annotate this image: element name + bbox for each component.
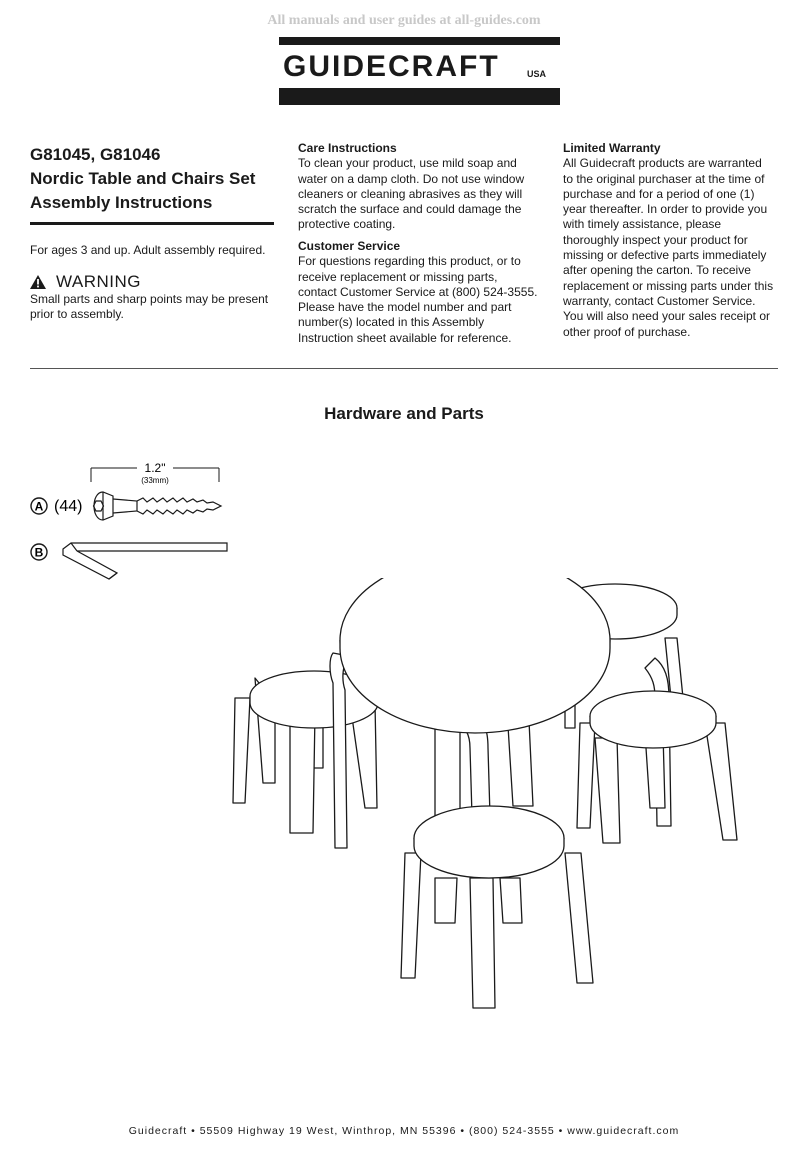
care-text: To clean your product, use mild soap and water on a damp cloth. Do not use window cleaners or cleaning abrasives as they will scratch the surface and could damage the protective coating.	[298, 156, 525, 232]
allen-key-drawing	[63, 543, 227, 579]
hardware-title: Hardware and Parts	[324, 404, 484, 423]
part-a-length-mm: (33mm)	[141, 476, 169, 485]
logo-bar-bottom	[279, 88, 560, 105]
screw-drawing	[94, 492, 222, 520]
brand-logo-suffix: USA	[527, 69, 547, 79]
brand-logo: GUIDECRAFT	[283, 50, 500, 83]
footer-contact: Guidecraft • 55509 Highway 19 West, Winthrop, MN 55396 • (800) 524-3555 • www.guidecraft.com	[128, 1125, 680, 1137]
document-type: Assembly Instructions	[30, 193, 213, 212]
service-text: For questions regarding this product, or to receive replacement or missing parts, contact Customer Service at (800) 524-3555. Please have the model number and part number(s) located in this Assembly Instruction sheet available for reference.	[298, 254, 538, 345]
warning-icon	[30, 275, 46, 289]
model-numbers: G81045, G81046	[30, 145, 161, 164]
ages-note: For ages 3 and up. Adult assembly required.	[30, 243, 266, 257]
part-b-label: B	[34, 545, 44, 560]
product-name: Nordic Table and Chairs Set	[30, 169, 256, 188]
service-heading: Customer Service	[298, 239, 401, 253]
logo-bar-top	[279, 37, 560, 45]
care-heading: Care Instructions	[298, 141, 397, 155]
hardware-parts-figure	[25, 455, 240, 585]
product-heading	[30, 143, 255, 215]
part-a-label: A	[34, 499, 44, 514]
warranty-heading: Limited Warranty	[563, 141, 661, 155]
warning-header	[30, 272, 141, 292]
table-and-chairs-illustration	[225, 578, 755, 1108]
warning-text: Small parts and sharp points may be present prior to assembly.	[30, 292, 269, 321]
section-divider	[30, 368, 778, 369]
care-section	[298, 141, 534, 233]
heading-divider	[30, 222, 274, 225]
watermark-text: All manuals and user guides at all-guides.com	[267, 13, 541, 28]
warranty-text: All Guidecraft products are warranted to the original purchaser at the time of purchase and for a period of one (1) year thereafter. In order to provide you with timely assistance, please thoroughly inspect your product for missing or defective parts immediately after opening the carton. To receive replacement or missing parts under this warranty, contact Customer Service. You will also need your sales receipt or other proof of purchase.	[563, 156, 774, 339]
part-a-length-in: 1.2"	[144, 461, 166, 475]
stool-left	[233, 671, 378, 833]
service-section	[298, 239, 538, 346]
stool-front	[401, 806, 593, 1008]
warranty-section	[563, 141, 775, 340]
part-a-quantity: (44)	[54, 498, 83, 515]
warning-title: WARNING	[56, 272, 142, 291]
